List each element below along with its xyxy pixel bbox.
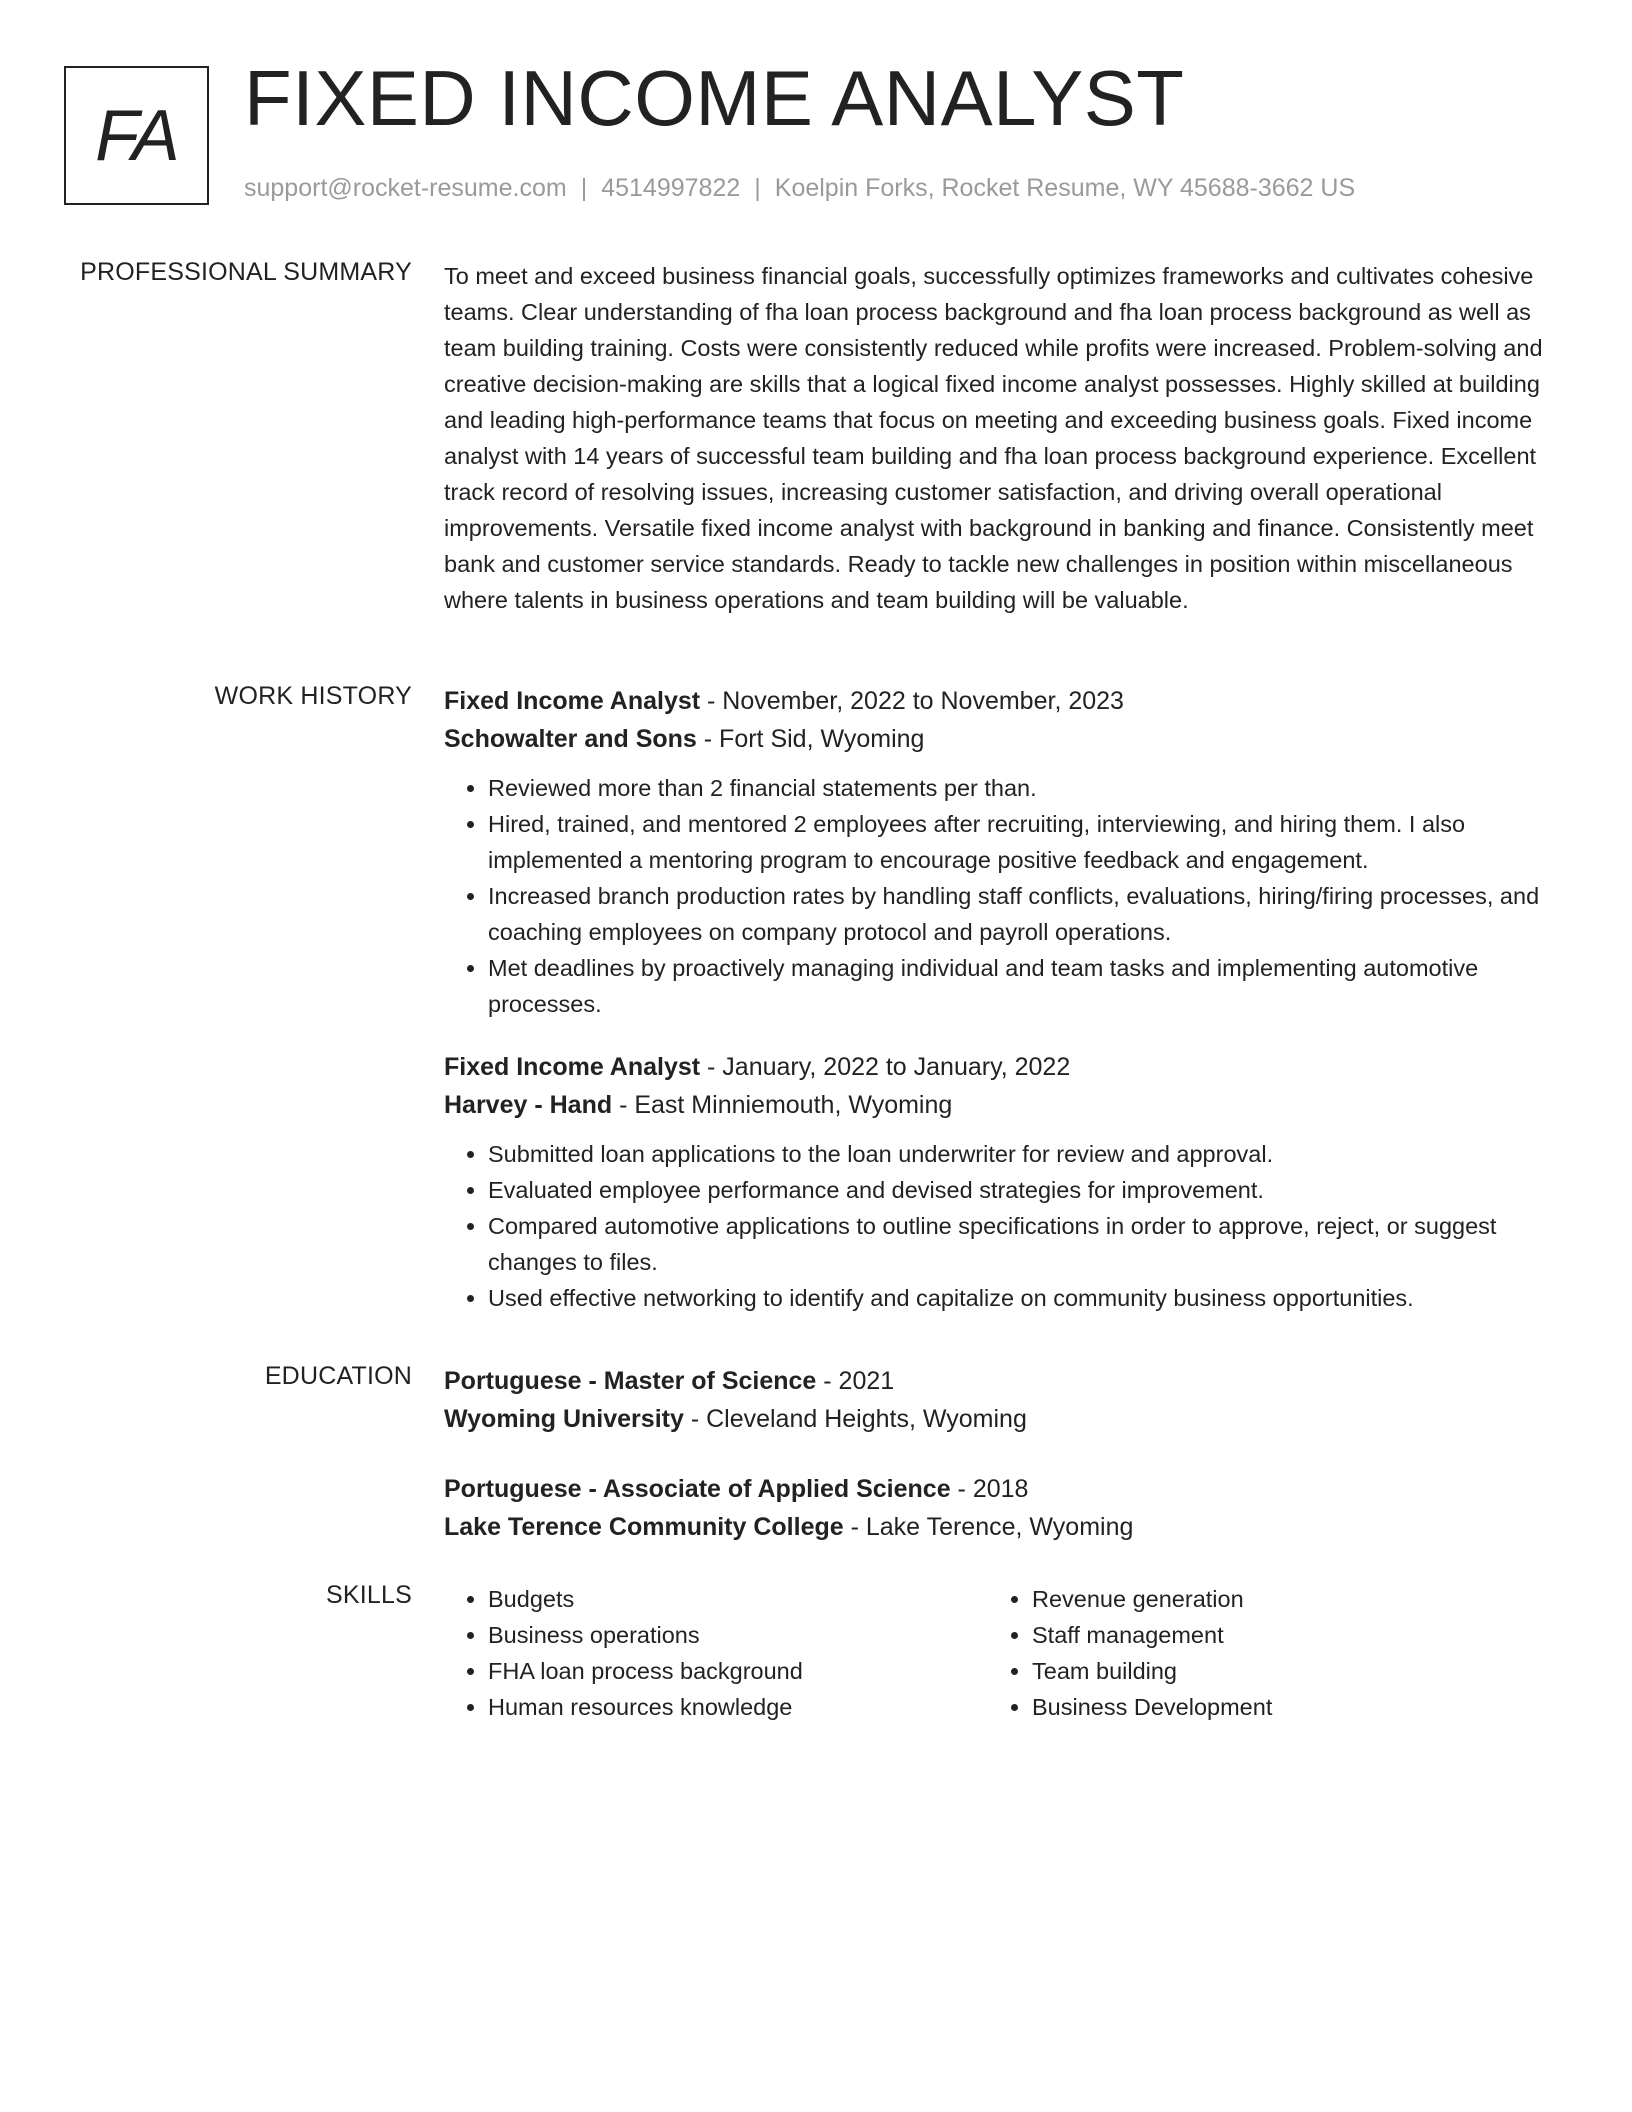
summary-body	[444, 258, 1556, 618]
section-label-summary: PROFESSIONAL SUMMARY	[80, 258, 412, 286]
section-label-skills: SKILLS	[326, 1581, 412, 1609]
skills-list	[444, 1581, 988, 1725]
education-entry	[444, 1470, 1556, 1546]
section-label-education: EDUCATION	[264, 1362, 412, 1390]
job-bullet: • Hired, trained, and mentored 2 employees after recruiting, interviewing, and hiring them. I also implemented a mentoring program to encourage positive feedback and engagement.	[488, 806, 1556, 878]
job-company: Harvey - Hand	[444, 1091, 613, 1119]
contact-separator: |	[580, 174, 588, 202]
job-dates: - November, 2022 to November, 2023	[700, 687, 1124, 715]
job-company-line	[444, 720, 1556, 758]
job-bullet: • Used effective networking to identify and capitalize on community business opportunities.	[488, 1280, 1556, 1316]
education-location: - Cleveland Heights, Wyoming	[683, 1405, 1027, 1433]
education-location: - Lake Terence, Wyoming	[843, 1513, 1134, 1541]
skill-item: • Staff management	[1032, 1617, 1532, 1653]
skill-item: • Business Development	[1032, 1689, 1532, 1725]
job-bullets	[444, 1136, 1556, 1316]
education-degree: Portuguese - Master of Science	[444, 1367, 817, 1395]
resume-title: FIXED INCOME ANALYST	[244, 54, 1185, 142]
job-bullet: • Increased branch production rates by handling staff conflicts, evaluations, hiring/firing processes, and coaching employees on company protocol and payroll operations.	[488, 878, 1556, 950]
job-location: - Fort Sid, Wyoming	[696, 725, 925, 753]
education-entry	[444, 1362, 1556, 1438]
education-school-line	[444, 1400, 1556, 1438]
contact-separator: |	[754, 174, 761, 202]
job-entry	[444, 1048, 1556, 1316]
contact-phone: 4514997822	[601, 174, 741, 202]
summary-text: To meet and exceed business financial goals, successfully optimizes frameworks and cultivates cohesive teams. Clear understanding of fha loan process background and fha loan process background as well as team building training. Costs were consistently reduced while profits were increased. Problem-solving and creative decision-making are skills that a logical fixed income analyst possesses. Highly skilled at building and leading high-performance teams that focus on meeting and exceeding business goals. Fixed income analyst with 14 years of successful team building and fha loan process background experience. Excellent track record of resolving issues, increasing customer satisfaction, and driving overall operational improvements. Versatile fixed income analyst with background in banking and finance. Consistently meet bank and customer service standards. Ready to tackle new challenges in position within miscellaneous where talents in business operations and team building will be valuable.	[444, 263, 1543, 613]
skill-item: • Revenue generation	[1032, 1581, 1532, 1617]
job-company-line	[444, 1086, 1556, 1124]
job-bullet: • Compared automotive applications to outline specifications in order to approve, reject, or suggest changes to files.	[488, 1208, 1556, 1280]
job-title-line	[444, 1048, 1556, 1086]
job-title-line	[444, 682, 1556, 720]
education-body	[444, 1362, 1556, 1546]
education-degree: Portuguese - Associate of Applied Science	[444, 1475, 951, 1503]
contact-address: Koelpin Forks, Rocket Resume, WY 45688-3662 US	[774, 174, 1356, 202]
education-school: Lake Terence Community College	[444, 1513, 844, 1541]
job-entry	[444, 682, 1556, 1022]
job-title: Fixed Income Analyst	[444, 687, 701, 715]
job-bullets	[444, 770, 1556, 1022]
job-company: Schowalter and Sons	[444, 725, 697, 753]
skill-item: • Budgets	[488, 1581, 988, 1617]
education-year: - 2021	[816, 1367, 895, 1395]
work-history-body	[444, 682, 1556, 1316]
skill-item: • Team building	[1032, 1653, 1532, 1689]
skill-item: • FHA loan process background	[488, 1653, 988, 1689]
skills-list	[988, 1581, 1532, 1725]
monogram-logo: FA	[64, 66, 209, 205]
education-school-line	[444, 1508, 1556, 1546]
skills-body	[444, 1581, 1556, 1725]
job-dates: - January, 2022 to January, 2022	[700, 1053, 1071, 1081]
skill-item: • Human resources knowledge	[488, 1689, 988, 1725]
skills-columns	[444, 1581, 1556, 1725]
job-bullet: • Reviewed more than 2 financial statements per than.	[488, 770, 1556, 806]
job-bullet: • Met deadlines by proactively managing individual and team tasks and implementing automotive processes.	[488, 950, 1556, 1022]
education-school: Wyoming University	[444, 1405, 684, 1433]
education-year: - 2018	[950, 1475, 1029, 1503]
job-location: - East Minniemouth, Wyoming	[612, 1091, 953, 1119]
education-degree-line	[444, 1362, 1556, 1400]
skill-item: • Business operations	[488, 1617, 988, 1653]
job-title: Fixed Income Analyst	[444, 1053, 701, 1081]
education-degree-line	[444, 1470, 1556, 1508]
job-bullet: • Submitted loan applications to the loan underwriter for review and approval.	[488, 1136, 1556, 1172]
job-bullet: • Evaluated employee performance and devised strategies for improvement.	[488, 1172, 1556, 1208]
section-label-work-history: WORK HISTORY	[214, 682, 412, 710]
contact-email: support@rocket-resume.com	[244, 174, 567, 202]
contact-line	[244, 174, 1355, 203]
